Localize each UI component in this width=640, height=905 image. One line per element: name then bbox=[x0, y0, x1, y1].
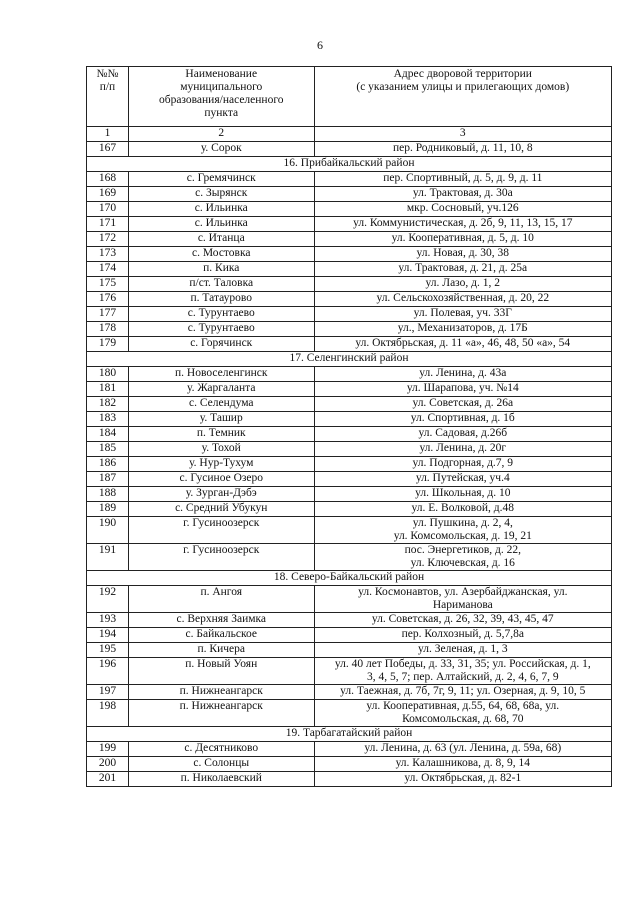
row-address bbox=[314, 202, 611, 217]
table-row bbox=[87, 397, 612, 412]
section-row bbox=[87, 157, 612, 172]
text-line: ул., Механизаторов, д. 17Б bbox=[397, 322, 528, 334]
row-number: 194 bbox=[87, 628, 129, 643]
text-line: п/п bbox=[99, 81, 116, 93]
text-line: п. Темник bbox=[196, 427, 246, 439]
text-line: п. Ангоя bbox=[200, 586, 243, 598]
row-place bbox=[128, 700, 314, 727]
table-row bbox=[87, 217, 612, 232]
text-line: ул. Коммунистическая, д. 2б, 9, 11, 13, 15, 17 bbox=[353, 217, 573, 229]
row-number: 173 bbox=[87, 247, 129, 262]
row-place bbox=[128, 337, 314, 352]
row-address bbox=[314, 232, 611, 247]
row-place bbox=[128, 457, 314, 472]
table-row bbox=[87, 643, 612, 658]
row-address bbox=[314, 442, 611, 457]
row-address bbox=[314, 367, 611, 382]
row-number: 188 bbox=[87, 487, 129, 502]
row-place bbox=[128, 217, 314, 232]
row-place bbox=[128, 232, 314, 247]
table-row bbox=[87, 187, 612, 202]
row-address bbox=[314, 457, 611, 472]
header-address bbox=[314, 67, 611, 127]
row-address bbox=[314, 337, 611, 352]
text-line: ул. Октябрьская, д. 11 «а», 46, 48, 50 «а», 54 bbox=[355, 337, 571, 349]
table-row bbox=[87, 262, 612, 277]
text-line: п. Новый Уоян bbox=[185, 658, 258, 670]
table-row bbox=[87, 586, 612, 613]
row-place bbox=[128, 685, 314, 700]
row-place bbox=[128, 544, 314, 571]
section-row bbox=[87, 571, 612, 586]
text-line: ул. Кооперативная, д.55, 64, 68, 68а, ул. bbox=[366, 700, 560, 712]
table-row bbox=[87, 427, 612, 442]
text-line: ул. Зеленая, д. 1, 3 bbox=[417, 643, 508, 655]
text-line: ул. Трактовая, д. 21, д. 25а bbox=[398, 262, 528, 274]
text-line: ул. Шарапова, уч. №14 bbox=[406, 382, 519, 394]
text-line: с. Гусиное Озеро bbox=[179, 472, 264, 484]
text-line: мкр. Сосновый, уч.126 bbox=[406, 202, 519, 214]
text-line: ул. Сельскохозяйственная, д. 20, 22 bbox=[376, 292, 550, 304]
text-line: ул. Школьная, д. 10 bbox=[415, 487, 511, 499]
row-place bbox=[128, 586, 314, 613]
row-address bbox=[314, 757, 611, 772]
row-address bbox=[314, 517, 611, 544]
text-line: пункта bbox=[204, 107, 239, 119]
row-number: 190 bbox=[87, 517, 129, 544]
row-place bbox=[128, 772, 314, 787]
row-place bbox=[128, 502, 314, 517]
text-line: муниципального bbox=[180, 81, 263, 93]
row-number: 174 bbox=[87, 262, 129, 277]
row-place bbox=[128, 322, 314, 337]
row-number: 185 bbox=[87, 442, 129, 457]
row-number: 192 bbox=[87, 586, 129, 613]
row-place bbox=[128, 367, 314, 382]
row-place bbox=[128, 187, 314, 202]
text-line: с. Селендума bbox=[188, 397, 254, 409]
table-row bbox=[87, 382, 612, 397]
row-address bbox=[314, 643, 611, 658]
text-line: ул. Лазо, д. 1, 2 bbox=[425, 277, 501, 289]
table-row bbox=[87, 772, 612, 787]
row-place bbox=[128, 397, 314, 412]
text-line: ул. Калашникова, д. 8, 9, 14 bbox=[395, 757, 531, 769]
row-address bbox=[314, 382, 611, 397]
table-row bbox=[87, 544, 612, 571]
row-place bbox=[128, 427, 314, 442]
row-number: 172 bbox=[87, 232, 129, 247]
text-line: у. Нур-Тухум bbox=[189, 457, 254, 469]
row-place bbox=[128, 247, 314, 262]
text-line: с. Ильинка bbox=[194, 217, 248, 229]
text-line: у. Жаргаланта bbox=[187, 382, 256, 394]
row-place bbox=[128, 742, 314, 757]
table-row bbox=[87, 628, 612, 643]
text-line: ул. Путейская, уч.4 bbox=[415, 472, 510, 484]
text-line: у. Сорок bbox=[200, 142, 242, 154]
text-line: ул. Ленина, д. 63 (ул. Ленина, д. 59а, 68) bbox=[364, 742, 562, 754]
table-row bbox=[87, 457, 612, 472]
text-line: ул. Таежная, д. 7б, 7г, 9, 11; ул. Озерная, д. 9, 10, 5 bbox=[340, 685, 586, 697]
text-line: ул. Ключевская, д. 16 bbox=[410, 557, 515, 569]
text-line: с. Солонцы bbox=[193, 757, 250, 769]
courtyard-table bbox=[86, 66, 612, 787]
text-line: №№ bbox=[96, 68, 119, 80]
index-cell: 3 bbox=[314, 127, 611, 142]
row-number: 168 bbox=[87, 172, 129, 187]
section-title: 18. Северо-Байкальский район bbox=[87, 571, 612, 586]
row-address bbox=[314, 586, 611, 613]
row-address bbox=[314, 772, 611, 787]
text-line: п. Татаурово bbox=[190, 292, 252, 304]
table-row bbox=[87, 613, 612, 628]
text-line: пер. Колхозный, д. 5,7,8а bbox=[401, 628, 524, 640]
table-row bbox=[87, 277, 612, 292]
row-number: 167 bbox=[87, 142, 129, 157]
row-address bbox=[314, 472, 611, 487]
row-number: 175 bbox=[87, 277, 129, 292]
row-address bbox=[314, 262, 611, 277]
text-line: ул. Советская, д. 26, 32, 39, 43, 45, 47 bbox=[371, 613, 554, 625]
row-place bbox=[128, 382, 314, 397]
text-line: у. Зурган-Дэбэ bbox=[185, 487, 257, 499]
text-line: ул. Советская, д. 26а bbox=[412, 397, 514, 409]
text-line: 3, 4, 5, 7; пер. Алтайский, д. 2, 4, 6, 7, 9 bbox=[366, 671, 559, 683]
text-line: ул. Полевая, уч. 33Г bbox=[413, 307, 512, 319]
text-line: с. Десятниково bbox=[184, 742, 259, 754]
row-address bbox=[314, 613, 611, 628]
text-line: г. Гусиноозерск bbox=[183, 544, 260, 556]
text-line: ул. Пушкина, д. 2, 4, bbox=[412, 517, 513, 529]
row-number: 182 bbox=[87, 397, 129, 412]
row-address bbox=[314, 427, 611, 442]
text-line: ул. Новая, д. 30, 38 bbox=[416, 247, 510, 259]
page-number: 6 bbox=[317, 38, 323, 52]
row-address bbox=[314, 544, 611, 571]
table-row bbox=[87, 742, 612, 757]
table-row bbox=[87, 487, 612, 502]
row-address bbox=[314, 187, 611, 202]
row-address bbox=[314, 172, 611, 187]
text-line: с. Итанца bbox=[197, 232, 245, 244]
text-line: ул. Садовая, д.26б bbox=[418, 427, 508, 439]
text-line: пер. Родниковый, д. 11, 10, 8 bbox=[392, 142, 533, 154]
table-row bbox=[87, 247, 612, 262]
table-row bbox=[87, 502, 612, 517]
text-line: с. Ильинка bbox=[194, 202, 248, 214]
row-place bbox=[128, 307, 314, 322]
text-line: ул. Комсомольская, д. 19, 21 bbox=[393, 530, 532, 542]
section-title: 17. Селенгинский район bbox=[87, 352, 612, 367]
text-line: с. Турунтаево bbox=[187, 307, 255, 319]
section-row bbox=[87, 727, 612, 742]
text-line: п. Нижнеангарск bbox=[179, 685, 263, 697]
row-number: 184 bbox=[87, 427, 129, 442]
table-row bbox=[87, 412, 612, 427]
row-number: 187 bbox=[87, 472, 129, 487]
text-line: п. Нижнеангарск bbox=[179, 700, 263, 712]
row-number: 200 bbox=[87, 757, 129, 772]
row-address bbox=[314, 658, 611, 685]
row-place bbox=[128, 628, 314, 643]
table-row bbox=[87, 322, 612, 337]
row-address bbox=[314, 397, 611, 412]
table-row bbox=[87, 517, 612, 544]
row-place bbox=[128, 442, 314, 457]
text-line: с. Горячинск bbox=[190, 337, 253, 349]
table-row bbox=[87, 292, 612, 307]
row-place bbox=[128, 172, 314, 187]
row-number: 179 bbox=[87, 337, 129, 352]
text-line: (с указанием улицы и прилегающих домов) bbox=[356, 81, 570, 93]
row-number: 193 bbox=[87, 613, 129, 628]
text-line: с. Зырянск bbox=[195, 187, 248, 199]
table-header-row bbox=[87, 67, 612, 127]
table-index-row bbox=[87, 127, 612, 142]
row-place bbox=[128, 472, 314, 487]
row-number: 181 bbox=[87, 382, 129, 397]
row-number: 176 bbox=[87, 292, 129, 307]
header-number bbox=[87, 67, 129, 127]
row-address bbox=[314, 247, 611, 262]
row-number: 177 bbox=[87, 307, 129, 322]
text-line: образования/населенного bbox=[158, 94, 284, 106]
row-number: 198 bbox=[87, 700, 129, 727]
text-line: с. Гремячинск bbox=[186, 172, 256, 184]
text-line: п. Николаевский bbox=[180, 772, 262, 784]
row-number: 199 bbox=[87, 742, 129, 757]
row-address bbox=[314, 292, 611, 307]
text-line: ул. Ленина, д. 20г bbox=[419, 442, 507, 454]
table-row bbox=[87, 202, 612, 217]
row-address bbox=[314, 412, 611, 427]
table-row bbox=[87, 232, 612, 247]
row-number: 183 bbox=[87, 412, 129, 427]
row-number: 197 bbox=[87, 685, 129, 700]
section-title: 19. Тарбагатайский район bbox=[87, 727, 612, 742]
row-number: 195 bbox=[87, 643, 129, 658]
table-row bbox=[87, 307, 612, 322]
table-row bbox=[87, 172, 612, 187]
table-row bbox=[87, 337, 612, 352]
text-line: ул. Е. Волковой, д.48 bbox=[411, 502, 515, 514]
section-title: 16. Прибайкальский район bbox=[87, 157, 612, 172]
row-address bbox=[314, 685, 611, 700]
text-line: ул. 40 лет Победы, д. 33, 31, 35; ул. Российская, д. 1, bbox=[334, 658, 591, 670]
table-row bbox=[87, 142, 612, 157]
text-line: ул. Подгорная, д.7, 9 bbox=[412, 457, 514, 469]
row-address bbox=[314, 502, 611, 517]
row-place bbox=[128, 487, 314, 502]
text-line: г. Гусиноозерск bbox=[183, 517, 260, 529]
text-line: с. Байкальское bbox=[185, 628, 257, 640]
row-place bbox=[128, 643, 314, 658]
text-line: с. Мостовка bbox=[191, 247, 251, 259]
text-line: с. Турунтаево bbox=[187, 322, 255, 334]
table-row bbox=[87, 367, 612, 382]
text-line: с. Средний Убукун bbox=[175, 502, 268, 514]
row-number: 170 bbox=[87, 202, 129, 217]
row-number: 171 bbox=[87, 217, 129, 232]
row-number: 178 bbox=[87, 322, 129, 337]
row-address bbox=[314, 487, 611, 502]
text-line: у. Тохой bbox=[201, 442, 241, 454]
text-line: ул. Октябрьская, д. 82-1 bbox=[404, 772, 522, 784]
text-line: пос. Энергетиков, д. 22, bbox=[404, 544, 521, 556]
index-cell: 2 bbox=[128, 127, 314, 142]
text-line: ул. Космонавтов, ул. Азербайджанская, ул. bbox=[358, 586, 568, 598]
text-line: пер. Спортивный, д. 5, д. 9, д. 11 bbox=[383, 172, 543, 184]
table-row bbox=[87, 685, 612, 700]
row-place bbox=[128, 613, 314, 628]
text-line: Нариманова bbox=[432, 599, 493, 611]
row-number: 180 bbox=[87, 367, 129, 382]
text-line: п. Кика bbox=[203, 262, 240, 274]
index-cell: 1 bbox=[87, 127, 129, 142]
row-number: 191 bbox=[87, 544, 129, 571]
row-place bbox=[128, 277, 314, 292]
row-place bbox=[128, 517, 314, 544]
row-place bbox=[128, 658, 314, 685]
row-number: 189 bbox=[87, 502, 129, 517]
row-place bbox=[128, 757, 314, 772]
table-row bbox=[87, 757, 612, 772]
row-place bbox=[128, 142, 314, 157]
text-line: ул. Трактовая, д. 30а bbox=[412, 187, 513, 199]
row-address bbox=[314, 277, 611, 292]
row-place bbox=[128, 262, 314, 277]
text-line: п. Кичера bbox=[197, 643, 245, 655]
table-row bbox=[87, 442, 612, 457]
text-line: с. Верхняя Заимка bbox=[176, 613, 267, 625]
row-address bbox=[314, 700, 611, 727]
row-address bbox=[314, 322, 611, 337]
text-line: у. Ташир bbox=[199, 412, 243, 424]
row-address bbox=[314, 307, 611, 322]
row-number: 169 bbox=[87, 187, 129, 202]
row-address bbox=[314, 628, 611, 643]
row-number: 196 bbox=[87, 658, 129, 685]
row-place bbox=[128, 202, 314, 217]
text-line: п. Новоселенгинск bbox=[175, 367, 268, 379]
row-address bbox=[314, 142, 611, 157]
row-place bbox=[128, 292, 314, 307]
text-line: ул. Кооперативная, д. 5, д. 10 bbox=[391, 232, 534, 244]
row-place bbox=[128, 412, 314, 427]
text-line: ул. Спортивная, д. 1б bbox=[410, 412, 515, 424]
text-line: п/ст. Таловка bbox=[189, 277, 254, 289]
header-municipality bbox=[128, 67, 314, 127]
table-row bbox=[87, 472, 612, 487]
text-line: Комсомольская, д. 68, 70 bbox=[402, 713, 524, 725]
text-line: Адрес дворовой территории bbox=[393, 68, 532, 80]
row-address bbox=[314, 742, 611, 757]
row-number: 201 bbox=[87, 772, 129, 787]
row-address bbox=[314, 217, 611, 232]
row-number: 186 bbox=[87, 457, 129, 472]
text-line: Наименование bbox=[185, 68, 258, 80]
text-line: ул. Ленина, д. 43а bbox=[419, 367, 507, 379]
table-row bbox=[87, 658, 612, 685]
section-row bbox=[87, 352, 612, 367]
table-row bbox=[87, 700, 612, 727]
